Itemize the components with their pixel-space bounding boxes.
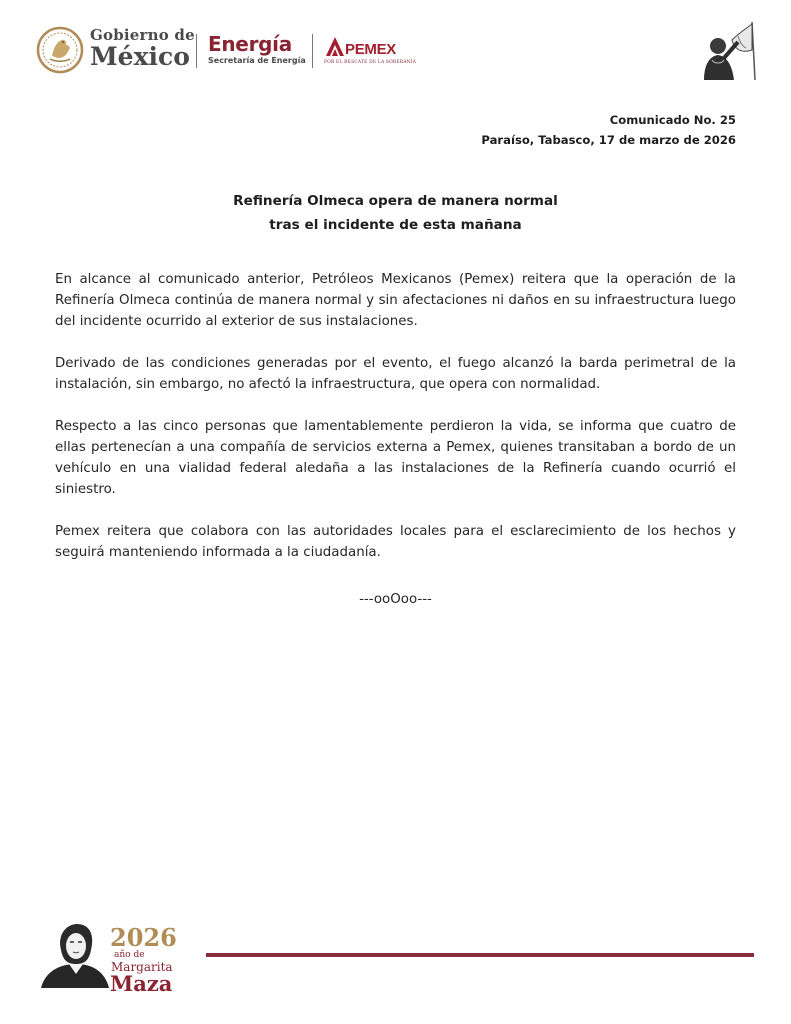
footer-name-first: Margarita (111, 960, 173, 974)
title-line1: Refinería Olmeca opera de manera normal (233, 193, 558, 209)
communique-number: Comunicado No. 25 (609, 113, 736, 127)
gobierno-line1: Gobierno de (90, 26, 195, 44)
body-paragraph: En alcance al comunicado anterior, Petróleos Mexicanos (Pemex) reitera que la operación de la Refinería Olmeca continúa de manera normal y sin afectaciones ni daños en su infraestructura luego del incidente ocurrido al exterior de sus instalaciones. (55, 272, 736, 329)
body-paragraph: Derivado de las condiciones generadas por el evento, el fuego alcanzó la barda perimetral de la instalación, sin embargo, no afectó la infraestructura, que opera con normalidad. (55, 356, 736, 392)
pemex-name: PEMEX (345, 41, 397, 58)
closing-mark: ---ooOoo--- (359, 592, 432, 607)
footer-name-last: Maza (110, 971, 173, 996)
gobierno-de-mexico-logo (90, 28, 195, 69)
body-paragraph: Respecto a las cinco personas que lamentablemente perdieron la vida, se informa que cuatro de ellas pertenecían a una compañía de servicios externa a Pemex, quienes transitaban a bordo de un vehículo en una vialidad federal aledaña a las instalaciones de la Refinería cuando ocurrió el siniestro. (55, 419, 736, 497)
place-date: Paraíso, Tabasco, 17 de marzo de 2026 (481, 133, 736, 147)
communique-meta (481, 110, 736, 150)
margarita-maza-portrait-icon (39, 920, 111, 988)
energia-sub: Secretaría de Energía (208, 56, 306, 65)
pemex-tagline: POR EL RESCATE DE LA SOBERANÍA (324, 60, 416, 65)
national-seal-icon (36, 26, 84, 74)
energia-name: Energía (208, 32, 292, 56)
logo-separator (312, 34, 313, 68)
pemex-logo (324, 32, 434, 74)
flag-figure-icon (694, 20, 756, 82)
document-title (55, 189, 736, 237)
footer-year: 2026 (110, 923, 177, 952)
margarita-maza-year-logo (110, 923, 177, 996)
pemex-eagle-icon (324, 34, 346, 60)
energia-logo (208, 34, 306, 65)
document-body (55, 269, 736, 584)
gobierno-line2: México (90, 42, 190, 71)
logo-separator (196, 34, 197, 68)
letterhead (36, 26, 756, 76)
body-paragraph: Pemex reitera que colabora con las autoridades locales para el esclarecimiento de los hechos y seguirá manteniendo informada a la ciudadanía. (55, 524, 736, 560)
footer-divider (206, 953, 754, 957)
footer-ano-de: año de (114, 950, 145, 960)
title-line2: tras el incidente de esta mañana (269, 217, 522, 233)
